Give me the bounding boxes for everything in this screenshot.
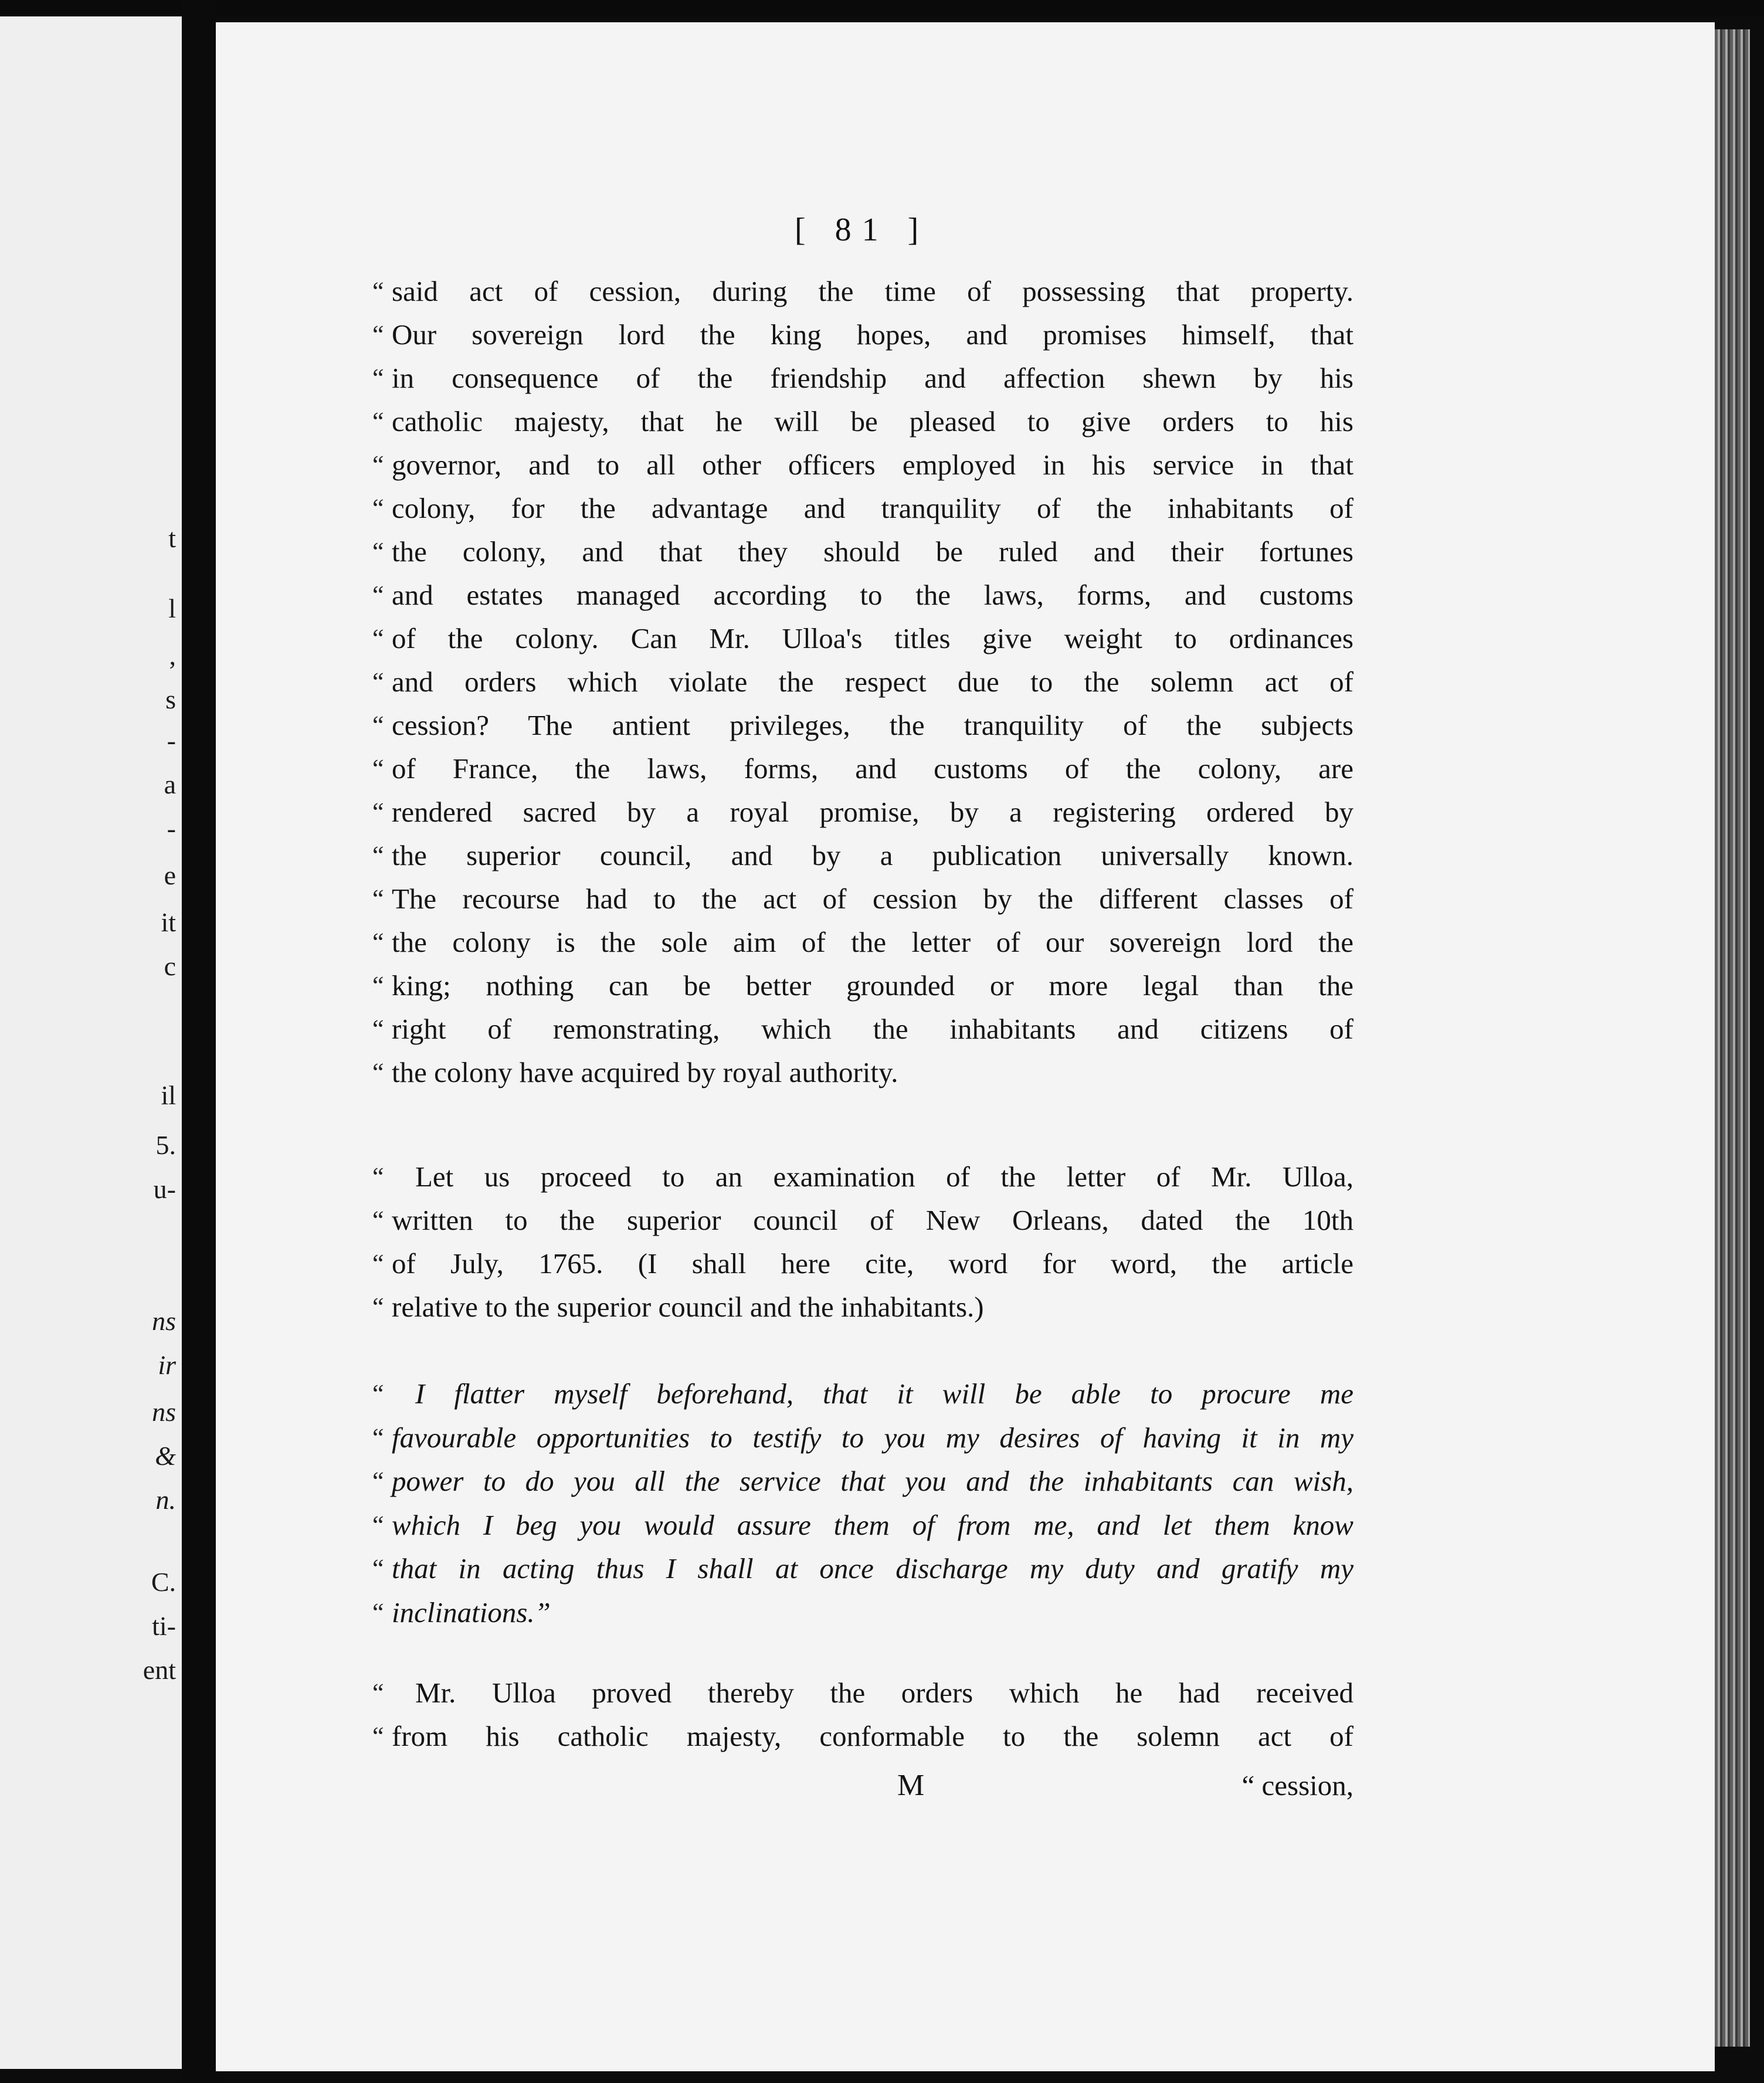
book-gutter xyxy=(182,0,217,2083)
quote-mark: “ xyxy=(372,971,384,1000)
text-line: the colony, and that they should be ruled and their fortunes xyxy=(392,535,1353,568)
quote-mark: “ xyxy=(372,450,384,479)
margin-fragment: s xyxy=(165,684,176,714)
text-line: from his catholic majesty, conformable to the solemn act of xyxy=(392,1720,1353,1752)
text-line: power to do you all the service that you and the inhabitants can wish, xyxy=(392,1465,1353,1498)
quote-mark: “ xyxy=(372,624,384,653)
quote-mark: “ xyxy=(372,667,384,696)
text-line: king; nothing can be better grounded or more legal than the xyxy=(392,969,1353,1002)
text-line: the superior council, and by a publication universally known. xyxy=(392,839,1353,871)
margin-fragment: u- xyxy=(153,1174,176,1204)
page-stack-edge xyxy=(1715,29,1750,2047)
text-line: favourable opportunities to testify to you my desires of having it in my xyxy=(392,1421,1353,1454)
quote-mark: “ xyxy=(372,277,384,306)
quote-mark: “ xyxy=(372,1510,384,1539)
quote-mark: “ xyxy=(372,1467,384,1496)
quote-mark: “ xyxy=(372,494,384,523)
text-line: of July, 1765. (I shall here cite, word for word, the article xyxy=(392,1247,1353,1280)
text-line: cession? The antient privileges, the tranquility of the subjects xyxy=(392,709,1353,741)
quote-mark: “ xyxy=(372,1678,384,1707)
text-line: The recourse had to the act of cession by the different classes of xyxy=(392,883,1353,915)
quote-mark: “ xyxy=(372,1292,384,1321)
margin-fragment: ns xyxy=(152,1306,176,1336)
quote-mark: “ xyxy=(372,1162,384,1191)
text-line: inclinations.” xyxy=(392,1596,551,1629)
quote-mark: “ xyxy=(372,537,384,566)
quote-mark: “ xyxy=(372,928,384,956)
quote-mark: “ xyxy=(372,1722,384,1750)
quote-mark: “ xyxy=(372,1554,384,1583)
quote-mark: “ xyxy=(372,711,384,739)
quote-mark: “ xyxy=(372,798,384,826)
catchword: “ cession, xyxy=(1241,1769,1353,1802)
margin-fragment: - xyxy=(167,813,176,843)
text-line: catholic majesty, that he will be pleased to give orders to his xyxy=(392,405,1353,437)
quote-mark: “ xyxy=(372,1249,384,1278)
quote-mark: “ xyxy=(372,581,384,609)
text-line: the colony is the sole aim of the letter of our sovereign lord the xyxy=(392,926,1353,958)
margin-fragment: n. xyxy=(155,1485,176,1515)
margin-fragment: t xyxy=(168,523,176,553)
text-line: right of remonstrating, which the inhabitants and citizens of xyxy=(392,1013,1353,1045)
text-line: Mr. Ulloa proved thereby the orders which he had received xyxy=(415,1677,1353,1709)
text-line: and estates managed according to the laws, forms, and customs xyxy=(392,579,1353,611)
quote-mark: “ xyxy=(372,1598,384,1627)
margin-fragment: it xyxy=(161,907,176,937)
margin-fragment: a xyxy=(164,769,176,799)
text-line: of the colony. Can Mr. Ulloa's titles give weight to ordinances xyxy=(392,622,1353,654)
quote-mark: “ xyxy=(372,364,384,392)
quote-mark: “ xyxy=(372,1423,384,1452)
text-line: written to the superior council of New Orleans, dated the 10th xyxy=(392,1204,1353,1236)
margin-fragment: & xyxy=(155,1441,176,1471)
text-line: in consequence of the friendship and affection shewn by his xyxy=(392,362,1353,394)
margin-fragment: ti- xyxy=(152,1611,176,1641)
margin-fragment: il xyxy=(161,1080,176,1110)
margin-fragment: ir xyxy=(158,1350,176,1380)
text-line: and orders which violate the respect due to the solemn act of xyxy=(392,666,1353,698)
margin-fragment: 5. xyxy=(155,1130,176,1160)
text-line: the colony have acquired by royal authority. xyxy=(392,1056,898,1088)
margin-fragment: ent xyxy=(143,1655,176,1685)
margin-fragment: - xyxy=(167,725,176,755)
margin-fragment: C. xyxy=(151,1567,176,1597)
text-line: governor, and to all other officers employed in his service in that xyxy=(392,449,1353,481)
quote-mark: “ xyxy=(372,1015,384,1043)
text-line: said act of cession, during the time of possessing that property. xyxy=(392,275,1353,307)
margin-fragment: l xyxy=(168,593,176,623)
quote-mark: “ xyxy=(372,1058,384,1087)
text-line: I flatter myself beforehand, that it will be able to procure me xyxy=(415,1378,1353,1410)
margin-fragment: c xyxy=(164,951,176,981)
running-head-page-number: [ 81 ] xyxy=(795,212,930,248)
text-line: rendered sacred by a royal promise, by a registering ordered by xyxy=(392,796,1353,828)
quote-mark: “ xyxy=(372,754,384,783)
text-line: which I beg you would assure them of from me, and let them know xyxy=(392,1508,1353,1541)
quote-mark: “ xyxy=(372,320,384,349)
scan-top-border xyxy=(0,0,1764,16)
quote-mark: “ xyxy=(372,1379,384,1408)
text-line: Let us proceed to an examination of the letter of Mr. Ulloa, xyxy=(415,1161,1353,1193)
quote-mark: “ xyxy=(372,1206,384,1234)
text-line: Our sovereign lord the king hopes, and promises himself, that xyxy=(392,318,1353,351)
text-line: relative to the superior council and the inhabitants.) xyxy=(392,1291,984,1323)
left-page-edge xyxy=(0,16,182,2069)
quote-mark: “ xyxy=(372,884,384,913)
margin-fragment: ns xyxy=(152,1397,176,1427)
text-line: that in acting thus I shall at once discharge my duty and gratify my xyxy=(392,1552,1353,1585)
quote-mark: “ xyxy=(372,407,384,436)
signature-mark: M xyxy=(897,1769,925,1802)
text-line: colony, for the advantage and tranquility of the inhabitants of xyxy=(392,492,1353,524)
margin-fragment: , xyxy=(169,640,176,670)
text-line: of France, the laws, forms, and customs of the colony, are xyxy=(392,752,1353,785)
quote-mark: “ xyxy=(372,841,384,870)
margin-fragment: e xyxy=(164,860,176,890)
